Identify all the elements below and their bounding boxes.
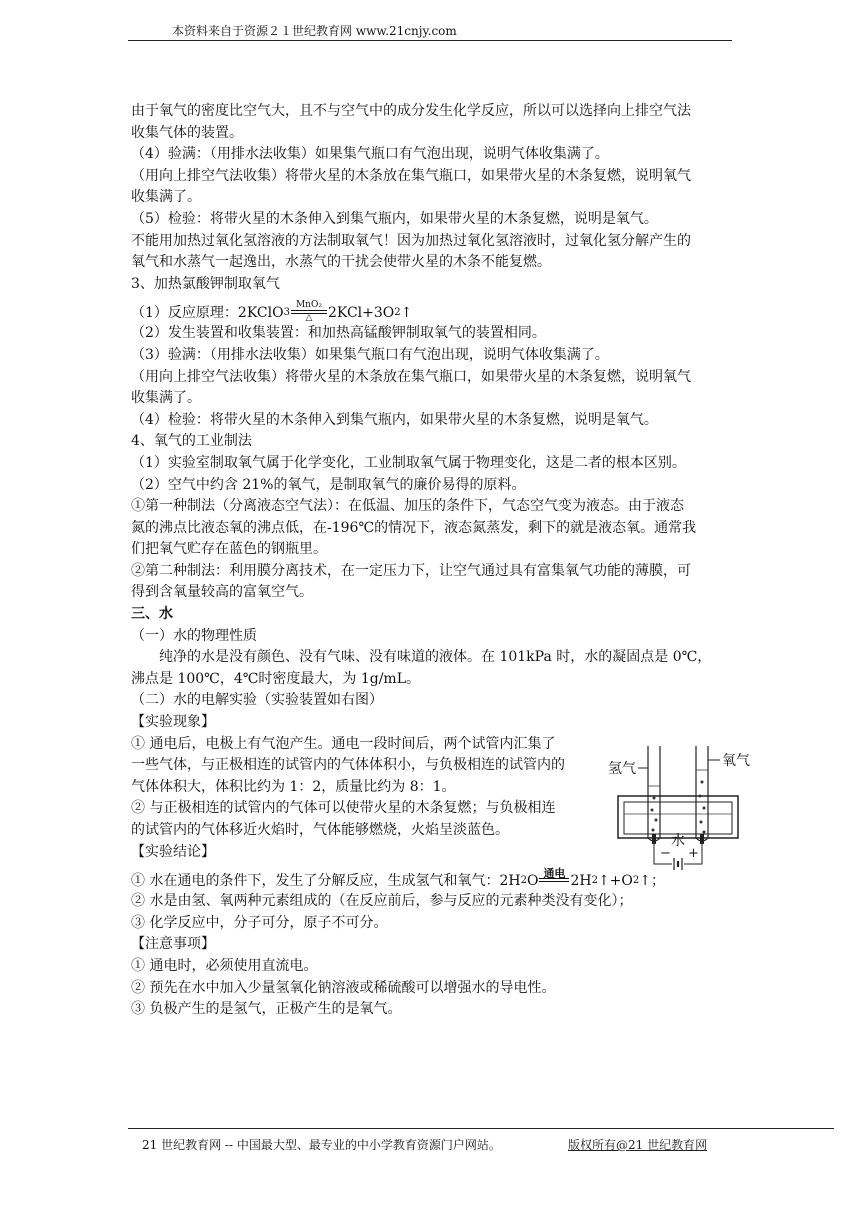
- paragraph-line: ② 预先在水中加入少量氢氧化钠溶液或稀硫酸可以增强水的导电性。: [131, 979, 556, 996]
- subsection-heading: （二）水的电解实验（实验装置如右图）: [131, 692, 383, 709]
- paragraph-line: （2）空气中约含 21%的氧气，是制取氧气的廉价易得的原料。: [131, 476, 526, 493]
- electrolysis-apparatus-diagram: [608, 738, 760, 878]
- paragraph-line: （3）验满：（用排水法收集）如果集气瓶口有气泡出现，说明气体收集满了。: [131, 346, 609, 363]
- reaction-condition: MnO₂ △: [291, 301, 327, 323]
- positive-pole-label: +: [688, 846, 699, 861]
- paragraph-line: ③ 化学反应中，分子可分，原子不可分。: [131, 914, 388, 931]
- paragraph-line: 由于氧气的密度比空气大，且不与空气中的成分发生化学反应，所以可以选择向上排空气法: [131, 103, 691, 119]
- reaction-condition: 通电: [539, 869, 569, 891]
- kclo3-equation: （1）反应原理：2KClO 3 MnO₂ △ 2KCl+3O 2 ↑: [131, 300, 413, 324]
- section-heading: 3、加热氯酸钾制取氧气: [131, 275, 280, 292]
- document-body: [131, 101, 737, 1021]
- subsection-heading: （一）水的物理性质: [131, 627, 257, 644]
- copyright-link[interactable]: 版权所有@21 世纪教育网: [568, 1138, 708, 1152]
- paragraph-line: 的试管内的气体移近火焰时，气体能够燃烧，火焰呈淡蓝色。: [131, 822, 509, 838]
- section-heading: 三、水: [131, 606, 173, 623]
- paragraph-line: ② 与正极相连的试管内的气体可以使带火星的木条复燃；与负极相连: [131, 800, 556, 817]
- paragraph-line: ③ 负极产生的是氢气，正极产生的是氧气。: [131, 1001, 402, 1018]
- paragraph-line: （用向上排空气法收集）将带火星的木条放在集气瓶口，如果带火星的木条复燃，说明氧气: [131, 368, 691, 385]
- paragraph-line: 氧气和水蒸气一起逸出，水蒸气的干扰会使带火星的木条不能复燃。: [131, 254, 551, 271]
- paragraph-line: 收集满了。: [131, 189, 201, 206]
- paragraph-line: 气体体积大，体积比约为 1：2，质量比约为 8：1。: [131, 778, 456, 795]
- header-text: 本资料来自于资源２１世纪教育网 www.21cnjy.com: [172, 24, 457, 38]
- negative-pole-label: −: [660, 846, 671, 861]
- paragraph-line: （2）发生装置和收集装置：和加热高锰酸钾制取氧气的装置相同。: [131, 325, 546, 342]
- paragraph-line: ②第二种制法：利用膜分离技术，在一定压力下，让空气通过具有富集氧气功能的薄膜，可: [131, 562, 691, 579]
- paragraph-line: 纯净的水是没有颜色、没有气味、没有味道的液体。在 101kPa 时，水的凝固点是 0℃，: [159, 649, 712, 666]
- paragraph-line: （1）实验室制取氧气属于化学变化，工业制取氧气属于物理变化，这是二者的根本区别。: [131, 454, 686, 471]
- paragraph-line: ① 通电后，电极上有气泡产生。通电一段时间后，两个试管内汇集了: [131, 735, 556, 752]
- hydrogen-label: 氢气: [608, 761, 636, 777]
- paragraph-line: 收集满了。: [131, 390, 201, 407]
- paragraph-line: 收集气体的装置。: [131, 124, 243, 141]
- page-footer: [128, 1128, 834, 1153]
- label-heading: 【实验结论】: [131, 843, 215, 860]
- paragraph-line: （4）检验：将带火星的木条伸入到集气瓶内，如果带火星的木条复燃，说明是氧气。: [131, 411, 658, 428]
- paragraph-line: ② 水是由氢、氧两种元素组成的（在反应前后，参与反应的元素种类没有变化）；: [131, 893, 633, 910]
- paragraph-line: 们把氧气贮存在蓝色的钢瓶里。: [131, 541, 327, 558]
- paragraph-line: 氮的沸点比液态氧的沸点低，在-196℃的情况下，液态氮蒸发，剩下的就是液态氧。通常我: [131, 519, 697, 536]
- electrolysis-equation: ① 水在通电的条件下，发生了分解反应，生成氢气和氧气：2H 2 O 通电 2H 2 ↑+O 2 ↑；: [131, 867, 665, 890]
- paragraph-line: ① 通电时，必须使用直流电。: [131, 957, 318, 974]
- oxygen-label: 氧气: [722, 753, 750, 769]
- paragraph-line: 不能用加热过氧化氢溶液的方法制取氧气！因为加热过氧化氢溶液时，过氧化氢分解产生的: [131, 232, 691, 249]
- paragraph-line: （用向上排空气法收集）将带火星的木条放在集气瓶口，如果带火星的木条复燃，说明氧气: [131, 167, 691, 184]
- section-heading: 4、氧气的工业制法: [131, 433, 252, 450]
- footer-text: 21 世纪教育网 -- 中国最大型、最专业的中小学教育资源门户网站。: [142, 1138, 501, 1152]
- paragraph-line: 得到含氧量较高的富氧空气。: [131, 584, 313, 601]
- paragraph-line: （4）验满：（用排水法收集）如果集气瓶口有气泡出现，说明气体收集满了。: [131, 146, 609, 163]
- paragraph-line: ①第一种制法（分离液态空气法）：在低温、加压的条件下，气态空气变为液态。由于液态: [131, 498, 684, 515]
- water-label: 水: [671, 833, 685, 849]
- paragraph-line: 一些气体，与正极相连的试管内的气体体积小，与负极相连的试管内的: [131, 757, 565, 774]
- label-heading: 【实验现象】: [131, 714, 215, 731]
- paragraph-line: 沸点是 100℃，4℃时密度最大，为 1g/mL。: [131, 670, 421, 687]
- paragraph-line: （5）检验：将带火星的木条伸入到集气瓶内，如果带火星的木条复燃，说明是氧气。: [131, 210, 658, 227]
- label-heading: 【注意事项】: [131, 936, 215, 953]
- page-header: [128, 18, 732, 41]
